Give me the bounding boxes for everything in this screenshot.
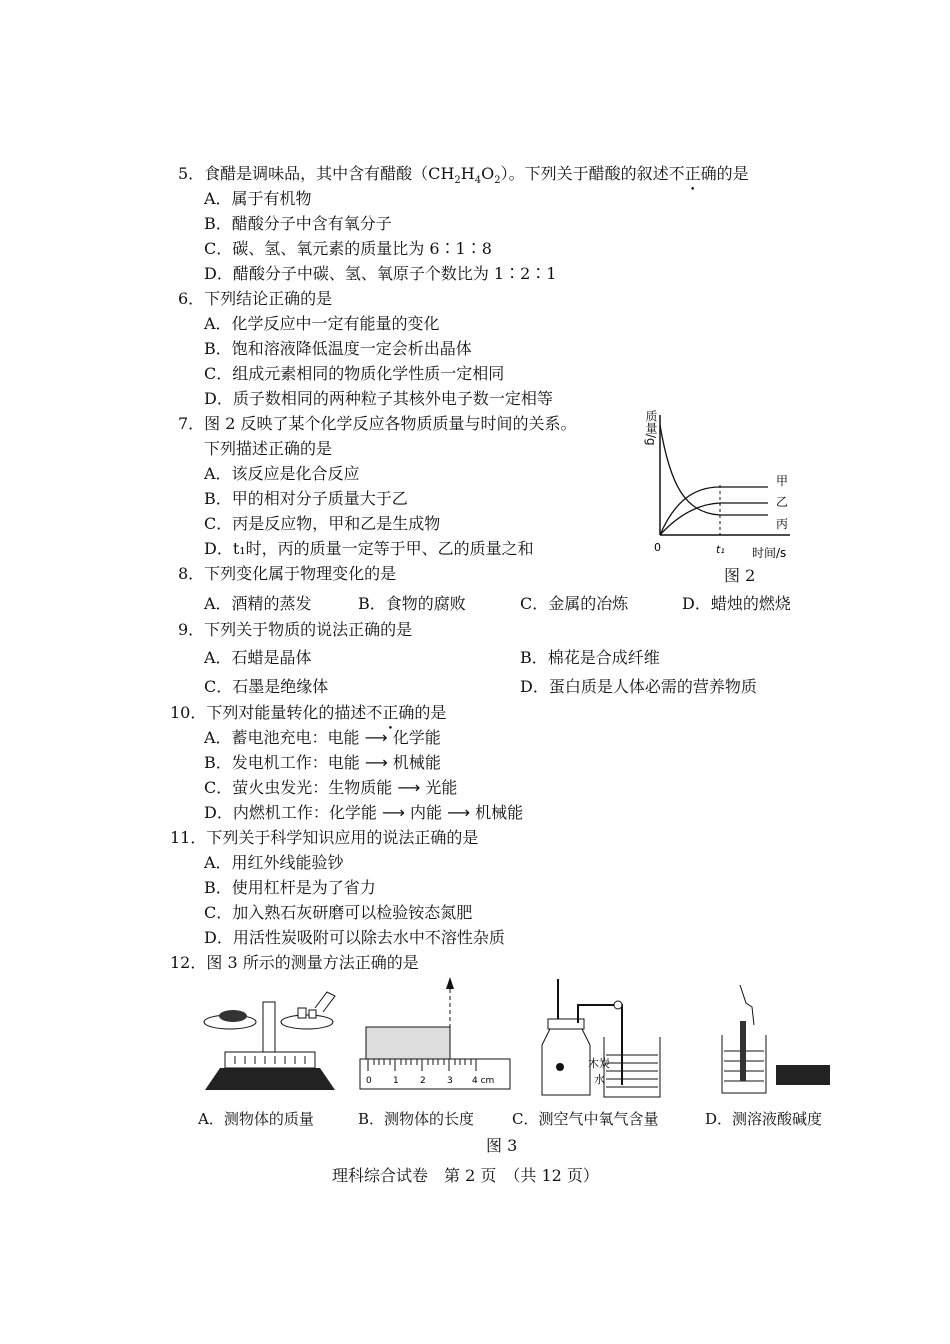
q10-option-c: C．萤火虫发光：生物质能 ⟶ 光能 [204,778,458,797]
beaker [604,1037,660,1097]
q8-stem: 8．下列变化属于物理变化的是 [178,564,397,583]
q7-option-d: D．t₁时，丙的质量一定等于甲、乙的质量之和 [204,539,534,558]
figure3-ruler-illustration [358,975,518,1100]
q6-option-a: A．化学反应中一定有能量的变化 [204,314,440,333]
q11-stem: 11．下列关于科学知识应用的说法正确的是 [170,828,479,847]
q8-option-a: A．酒精的蒸发 [204,594,312,613]
q5-stem: 5．食醋是调味品，其中含有醋酸$(CH_2H_4O_2)$。下列关于醋酸的叙述不正确的是 [178,164,749,187]
figure2-y-axis-label: 质量/g [644,410,658,446]
q6-option-c: C．组成元素相同的物质化学性质一定相同 [204,364,505,383]
arrow-icon: ⟶ [381,803,405,822]
q11-option-a: A．用红外线能验钞 [204,853,344,872]
q9-option-d: D．蛋白质是人体必需的营养物质 [520,677,757,696]
q12-option-c: C．测空气中氧气含量 [512,1110,659,1128]
arrow-icon: ⟶ [447,803,471,822]
ruler-tick-0: 0 [366,1076,372,1086]
q12-option-d: D．测溶液酸碱度 [705,1110,823,1128]
q5-option-d: D．醋酸分子中碳、氢、氧原子个数比为 1∶2∶1 [204,264,557,283]
balance-beam [225,1052,315,1068]
curve-jia [660,487,768,535]
q6-option-b: B．饱和溶液降低温度一定会析出晶体 [204,339,472,358]
weight [298,1008,306,1018]
q7-stem-line2: 下列描述正确的是 [204,439,333,458]
label-yi: 乙 [776,495,789,509]
ruler-tick-4: 4 cm [472,1076,495,1086]
q8-option-c: C．金属的冶炼 [520,594,629,613]
q9-option-b: B．棉花是合成纤维 [520,648,660,667]
clamp [614,1001,622,1009]
q7-option-c: C．丙是反应物，甲和乙是生成物 [204,514,441,533]
page-footer: 理科综合试卷 第 2 页 （共 12 页） [332,1166,599,1185]
q9-option-a: A．石蜡是晶体 [204,648,312,667]
right-pan [281,1015,333,1029]
label-jia: 甲 [776,474,789,488]
object-on-pan [219,1010,247,1022]
q7-stem-line1: 7．图 2 反映了某个化学反应各物质质量与时间的关系。 [178,414,577,433]
figure2-caption: 图 2 [724,566,756,585]
q7-option-b: B．甲的相对分子质量大于乙 [204,489,408,508]
q8-option-b: B．食物的腐败 [358,594,466,613]
ph-color-card [776,1065,830,1085]
figure2-graph [640,405,810,565]
label-bing: 丙 [776,517,789,531]
eye-arrow-icon [446,977,454,989]
balance-base [205,1068,335,1090]
block [366,1027,450,1059]
weight [309,1010,316,1018]
q7-option-a: A．该反应是化合反应 [204,464,360,483]
curve-bing [660,425,768,515]
q11-option-d: D．用活性炭吸附可以除去水中不溶性杂质 [204,928,505,947]
q8-option-d: D．蜡烛的燃烧 [682,594,791,613]
q12-stem: 12．图 3 所示的测量方法正确的是 [170,953,419,972]
label-charcoal: 木炭 [588,1057,610,1070]
balance-post [263,1002,275,1052]
arrow-icon: ⟶ [397,778,421,797]
ruler-tick-2: 2 [420,1076,426,1086]
q6-option-d: D．质子数相同的两种粒子其核外电子数一定相等 [204,389,553,408]
arrow-icon: ⟶ [364,753,388,772]
q11-option-c: C．加入熟石灰研磨可以检验铵态氮肥 [204,903,473,922]
hand-icon [740,985,754,1025]
charcoal [556,1063,564,1071]
figure3-balance-illustration [195,990,345,1100]
q11-option-b: B．使用杠杆是为了省力 [204,878,376,897]
q5-option-c: C．碳、氢、氧元素的质量比为 6∶1∶8 [204,239,492,258]
q5-option-b: B．醋酸分子中含有氧分子 [204,214,392,233]
test-strip [740,1021,746,1081]
q10-option-b: B．发电机工作：电能 ⟶ 机械能 [204,753,441,772]
t1-label: t₁ [716,543,725,556]
label-water: 水 [594,1073,605,1086]
figure3-ph-test-illustration [710,985,840,1100]
q10-option-d: D．内燃机工作：化学能 ⟶ 内能 ⟶ 机械能 [204,803,524,822]
q10-option-a: A．蓄电池充电：电能 ⟶ 化学能 [204,728,441,747]
gas-bottle [542,1029,590,1095]
ruler-tick-1: 1 [393,1076,399,1086]
figure3-flask-illustration [530,975,690,1105]
q9-stem: 9．下列关于物质的说法正确的是 [178,620,413,639]
ruler-tick-3: 3 [447,1076,453,1086]
arrow-icon: ⟶ [364,728,388,747]
x-axis-label: 时间/s [752,546,787,560]
q6-stem: 6．下列结论正确的是 [178,289,333,308]
origin-label: 0 [654,541,661,554]
water-lines [606,1055,658,1087]
figure3-caption: 图 3 [486,1136,518,1155]
q9-option-c: C．石墨是绝缘体 [204,677,329,696]
hand-icon [315,992,335,1012]
q12-option-b: B．测物体的长度 [358,1110,475,1128]
q12-option-a: A．测物体的质量 [198,1110,314,1128]
q5-option-a: A．属于有机物 [204,189,312,208]
q10-stem: 10．下列对能量转化的描述不正确的是 [170,703,447,722]
